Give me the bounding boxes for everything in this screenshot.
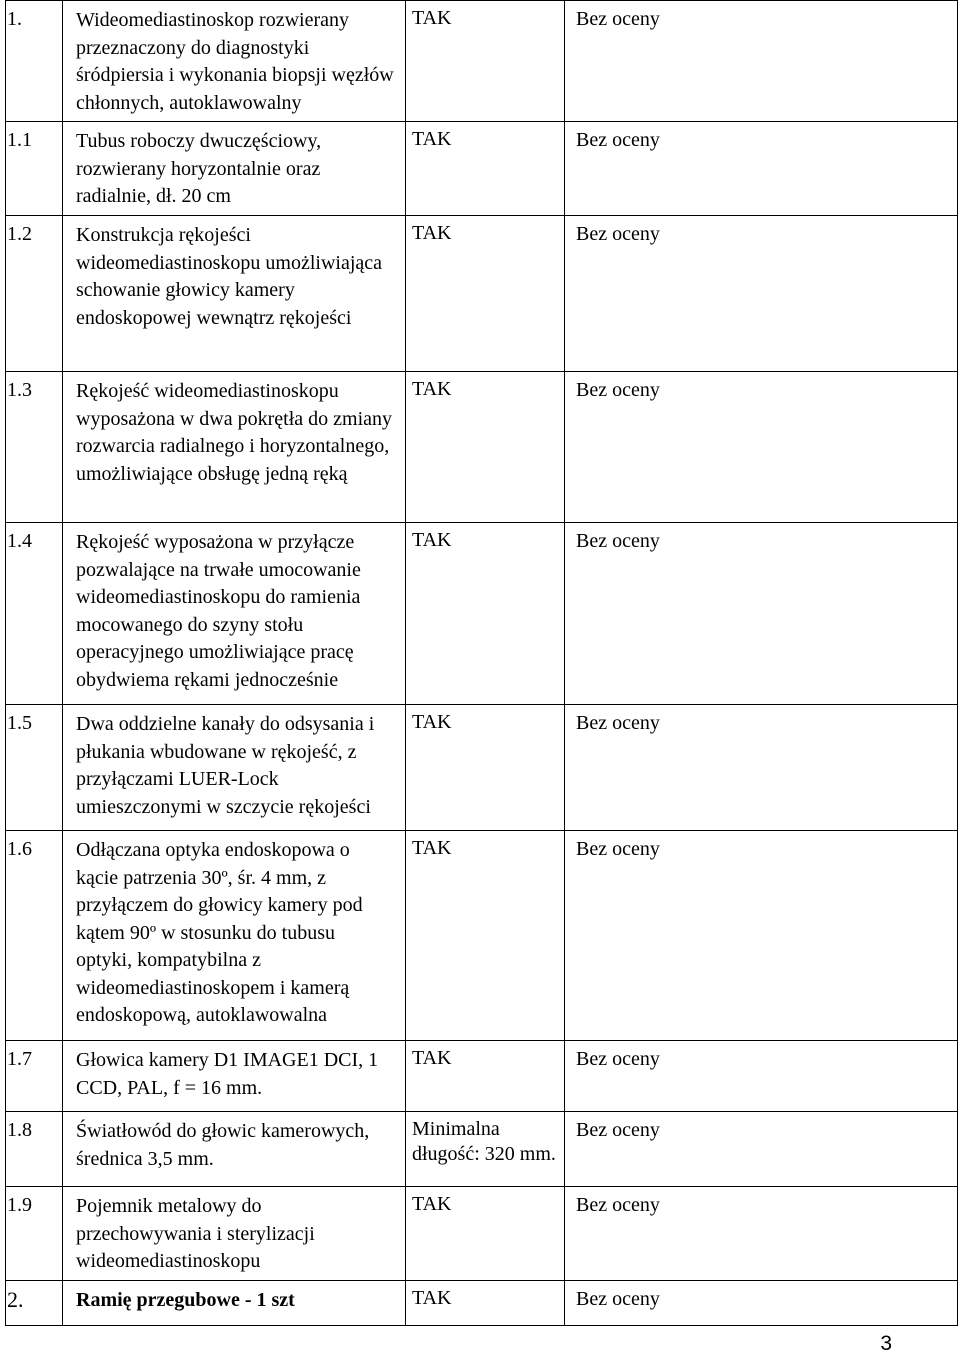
item-requirement: TAK: [406, 705, 565, 831]
item-requirement: TAK: [406, 1280, 565, 1325]
item-description: Tubus roboczy dwuczęściowy, rozwierany horyzontalnie oraz radialnie, dł. 20 cm: [63, 122, 406, 216]
table-row: [6, 1187, 958, 1281]
item-rating: Bez oceny: [565, 1112, 958, 1187]
item-number: 1.7: [6, 1041, 63, 1112]
item-number: 1.9: [6, 1187, 63, 1281]
item-requirement: TAK: [406, 1, 565, 122]
item-rating: Bez oceny: [565, 122, 958, 216]
item-requirement: TAK: [406, 372, 565, 523]
item-rating: Bez oceny: [565, 705, 958, 831]
item-number: 1.1: [6, 122, 63, 216]
item-description: Światłowód do głowic kamerowych, średnica 3,5 mm.: [63, 1112, 406, 1187]
item-rating: Bez oceny: [565, 1187, 958, 1281]
table-row: [6, 1, 958, 122]
item-rating: Bez oceny: [565, 372, 958, 523]
item-number: 1.5: [6, 705, 63, 831]
item-number: 2.: [6, 1280, 63, 1325]
item-requirement: TAK: [406, 831, 565, 1041]
item-number: 1.8: [6, 1112, 63, 1187]
item-requirement: TAK: [406, 523, 565, 705]
page-number: 3: [880, 1332, 892, 1355]
item-number: 1.3: [6, 372, 63, 523]
item-rating: Bez oceny: [565, 523, 958, 705]
table-row: [6, 372, 958, 523]
item-number: 1.4: [6, 523, 63, 705]
item-number: 1.2: [6, 216, 63, 372]
table-row: [6, 122, 958, 216]
table-row: [6, 831, 958, 1041]
item-description: Odłączana optyka endoskopowa o kącie patrzenia 30º, śr. 4 mm, z przyłączem do głowicy kamery pod kątem 90º w stosunku do tubusu optyki, kompatybilna z wideomediastinoskopem i kamerą endoskopową, autoklawowalna: [63, 831, 406, 1041]
item-description: Wideomediastinoskop rozwierany przeznaczony do diagnostyki śródpiersia i wykonania biopsji węzłów chłonnych, autoklawowalny: [63, 1, 406, 122]
item-description: Głowica kamery D1 IMAGE1 DCI, 1 CCD, PAL, f = 16 mm.: [63, 1041, 406, 1112]
item-number: 1.6: [6, 831, 63, 1041]
item-requirement: TAK: [406, 1041, 565, 1112]
item-description: Rękojeść wyposażona w przyłącze pozwalające na trwałe umocowanie wideomediastinoskopu do ramienia mocowanego do szyny stołu operacyjnego umożliwiające pracę obydwiema rękami jednocześnie: [63, 523, 406, 705]
table-row: [6, 216, 958, 372]
item-rating: Bez oceny: [565, 216, 958, 372]
item-requirement: TAK: [406, 1187, 565, 1281]
table-row: [6, 1280, 958, 1325]
item-description: Pojemnik metalowy do przechowywania i sterylizacji wideomediastinoskopu: [63, 1187, 406, 1281]
item-description: Dwa oddzielne kanały do odsysania i płukania wbudowane w rękojeść, z przyłączami LUER-Lock umieszczonymi w szczycie rękojeści: [63, 705, 406, 831]
table-row: [6, 705, 958, 831]
table-row: [6, 523, 958, 705]
specification-table: [5, 0, 958, 1326]
item-rating: Bez oceny: [565, 831, 958, 1041]
table-row: [6, 1041, 958, 1112]
item-requirement: TAK: [406, 122, 565, 216]
item-requirement: TAK: [406, 216, 565, 372]
item-requirement: Minimalna długość: 320 mm.: [406, 1112, 565, 1187]
item-rating: Bez oceny: [565, 1280, 958, 1325]
item-rating: Bez oceny: [565, 1041, 958, 1112]
item-description: Konstrukcja rękojeści wideomediastinoskopu umożliwiająca schowanie głowicy kamery endoskopowej wewnątrz rękojeści: [63, 216, 406, 372]
item-description: Rękojeść wideomediastinoskopu wyposażona w dwa pokrętła do zmiany rozwarcia radialnego i horyzontalnego, umożliwiające obsługę jedną ręką: [63, 372, 406, 523]
table-row: [6, 1112, 958, 1187]
item-number: 1.: [6, 1, 63, 122]
item-description: Ramię przegubowe - 1 szt: [63, 1280, 406, 1325]
item-rating: Bez oceny: [565, 1, 958, 122]
